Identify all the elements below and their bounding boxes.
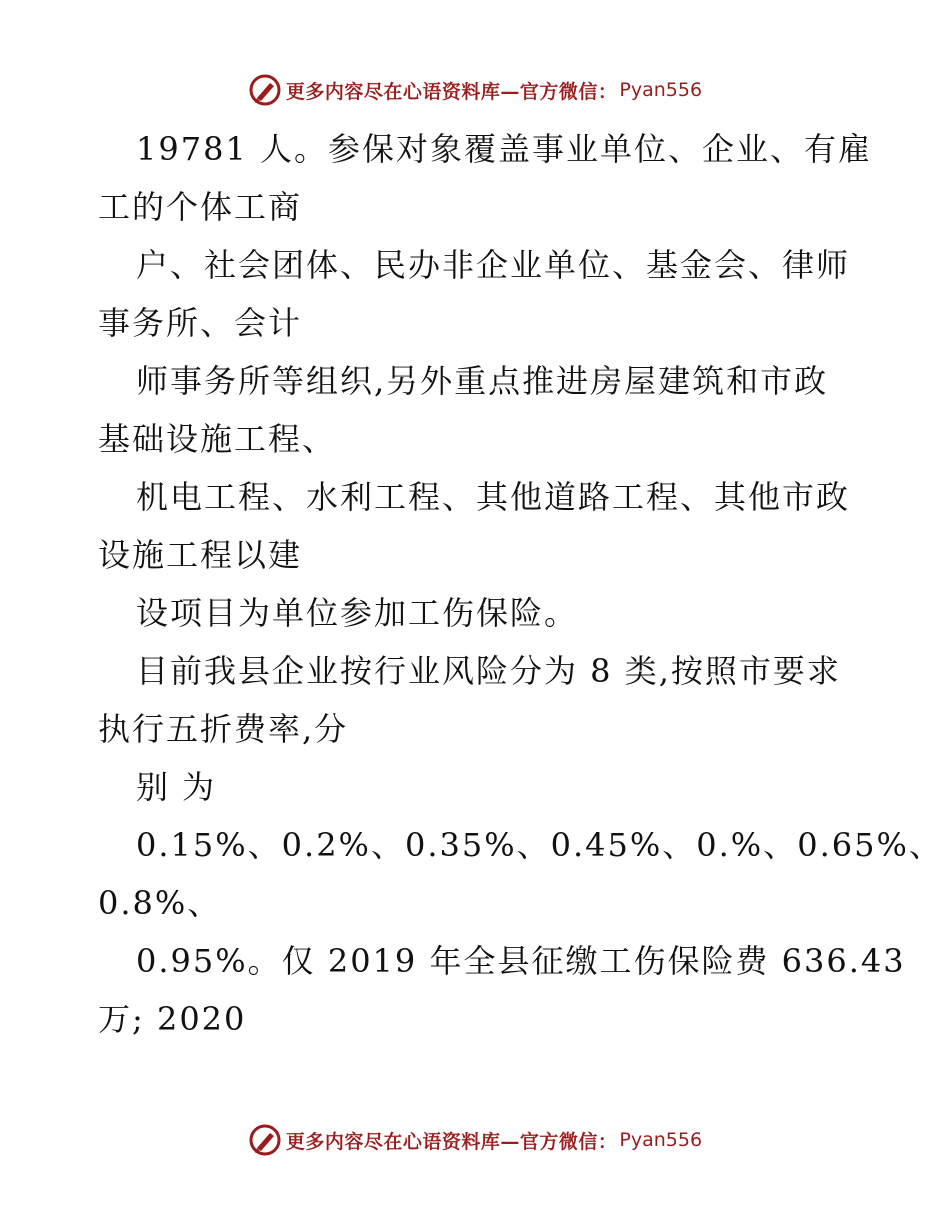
text-line: 执行五折费率,分	[98, 710, 349, 748]
text-line: 工的个体工商	[98, 188, 303, 226]
text-line: 机电工程、水利工程、其他道路工程、其他市政	[136, 478, 851, 516]
text-line: 0.95%。仅 2019 年全县征缴工伤保险费 636.43	[136, 942, 906, 980]
document-body	[98, 120, 943, 1048]
text-line: 设施工程以建	[98, 536, 303, 574]
text-line: 事务所、会计	[98, 304, 303, 342]
watermark-text: 更多内容尽在心语资料库—官方微信：	[285, 80, 618, 103]
text-line: 目前我县企业按行业风险分为 8 类,按照市要求	[136, 652, 841, 690]
text-line: 设项目为单位参加工伤保险。	[136, 594, 579, 632]
text-line: 19781 人。参保对象覆盖事业单位、企业、有雇	[136, 130, 872, 168]
pen-logo-icon	[248, 73, 282, 107]
watermark-wechat-id: Pyan556	[619, 1129, 703, 1151]
watermark-wechat-id: Pyan556	[619, 79, 703, 101]
text-line: 万; 2020	[98, 1000, 247, 1038]
watermark-header	[0, 70, 950, 110]
text-line: 0.8%、	[98, 884, 222, 922]
pen-logo-icon	[248, 1123, 282, 1157]
watermark-footer	[0, 1120, 950, 1160]
watermark-text: 更多内容尽在心语资料库—官方微信：	[285, 1130, 618, 1153]
text-line: 户、社会团体、民办非企业单位、基金会、律师	[136, 246, 851, 284]
text-line: 师事务所等组织,另外重点推进房屋建筑和市政	[136, 362, 829, 400]
text-line: 别 为	[136, 768, 217, 806]
text-line: 基础设施工程、	[98, 420, 337, 458]
text-line: 0.15%、0.2%、0.35%、0.45%、0.%、0.65%、	[136, 826, 943, 864]
